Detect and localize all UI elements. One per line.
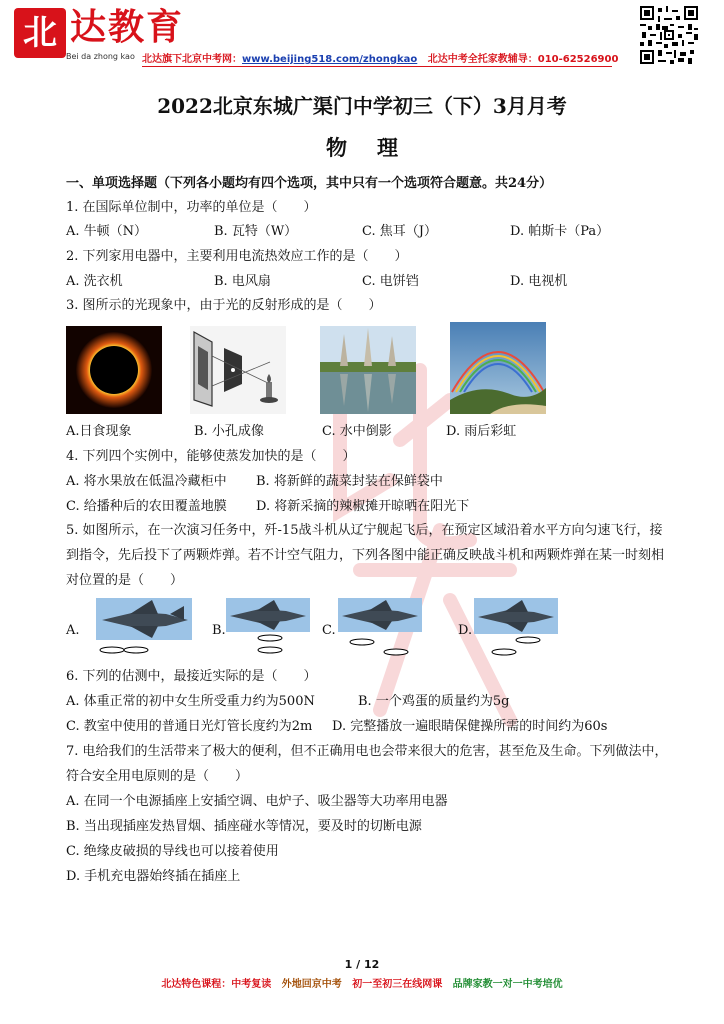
q4-stem: 4. 下列四个实例中，能够使蒸发加快的是（ ） [66,449,356,464]
exam-title: 2022北京东城广渠门中学初三（下）3月月考 [157,94,567,118]
q5-option-d: D. [458,623,473,638]
logo-text: 达教育 [70,7,185,48]
header-info [142,50,618,65]
q7-option-d: D. 手机充电器始终插在插座上 [66,869,241,884]
q5-option-a: A. [66,623,80,638]
solar-eclipse-image [66,326,162,414]
q4-option-b: B. 将新鲜的蔬菜封装在保鲜袋中 [256,474,443,489]
exam-subject: 物理 [326,135,428,160]
logo-mark: 北 [14,8,66,58]
q3-option-c: C. 水中倒影 [322,424,392,439]
q5-figure-d [474,598,558,658]
q1-option-c: C. 焦耳（J） [362,224,437,239]
q6-option-d: D. 完整播放一遍眼睛保健操所需的时间约为60s [332,719,608,734]
footer-ad-2: 外地回京中考 [281,979,342,990]
header-hotline: 北达中考全托家教辅导：010-62526900 [427,54,619,65]
q3-option-b: B. 小孔成像 [194,424,264,439]
q7-stem-line2: 符合安全用电原则的是（ ） [66,769,249,784]
q6-option-b: B. 一个鸡蛋的质量约为5g [358,694,510,709]
q2-option-c: C. 电饼铛 [362,274,419,289]
q6-option-c: C. 教室中使用的普通日光灯管长度约为2m [66,719,313,734]
q2-option-b: B. 电风扇 [214,274,271,289]
section-heading: 一、单项选择题（下列各小题均有四个选项，其中只有一个选项符合题意。共24分） [66,176,553,191]
footer-ads [0,975,724,990]
rainbow-image [450,322,546,414]
q5-stem-line3: 对位置的是（ ） [66,573,184,588]
q6-option-a: A. 体重正常的初中女生所受重力约为500N [66,694,315,709]
q3-option-a: A.日食现象 [66,424,132,439]
q3-option-d: D. 雨后彩虹 [446,424,517,439]
q5-stem-line2: 到指令，先后投下了两颗炸弹。若不计空气阻力，下列各图中能正确反映战斗机和两颗炸弹在某一时刻相 [66,548,665,563]
q4-option-d: D. 将新采摘的辣椒摊开晾晒在阳光下 [256,499,470,514]
header-divider [142,66,612,67]
q4-option-c: C. 给播种后的农田覆盖地膜 [66,499,227,514]
q7-option-b: B. 当出现插座发热冒烟、插座碰水等情况，要及时的切断电源 [66,819,422,834]
q3-stem: 3. 图所示的光现象中，由于光的反射形成的是（ ） [66,298,382,313]
q7-option-a: A. 在同一个电源插座上安插空调、电炉子、吸尘器等大功率用电器 [66,794,448,809]
footer-ad-3: 初一至初三在线网课 [352,979,443,990]
q2-option-a: A. 洗衣机 [66,274,123,289]
header-url-link[interactable]: www.beijing518.com/zhongkao [242,54,418,65]
page-number: 1 / 12 [344,958,380,971]
q5-figure-a [96,598,192,658]
q7-option-c: C. 绝缘皮破损的导线也可以接着使用 [66,844,279,859]
water-reflection-image [320,326,416,414]
header-prefix: 北达旗下北京中考网： [142,54,242,65]
footer-ad-1: 北达特色课程：中考复读 [161,979,272,990]
q5-option-c: C. [322,623,336,638]
q1-option-a: A. 牛顿（N） [66,224,148,239]
q1-stem: 1. 在国际单位制中，功率的单位是（ ） [66,200,317,215]
q1-option-b: B. 瓦特（W） [214,224,298,239]
q5-option-b: B. [212,623,226,638]
q1-option-d: D. 帕斯卡（Pa） [510,224,610,239]
q5-figure-b [226,598,310,658]
q5-stem-line1: 5. 如图所示，在一次演习任务中，歼-15战斗机从辽宁舰起飞后，在预定区域沿着水平方向匀速飞行，接 [66,523,663,538]
qr-code-icon [640,6,698,64]
q6-stem: 6. 下列的估测中，最接近实际的是（ ） [66,669,317,684]
footer-ad-4: 品牌家教一对一中考培优 [452,979,563,990]
q7-stem-line1: 7. 电给我们的生活带来了极大的便利，但不正确用电也会带来很大的危害，甚至危及生命。下列做法中， [66,744,668,759]
q2-stem: 2. 下列家用电器中，主要利用电流热效应工作的是（ ） [66,249,408,264]
q2-option-d: D. 电视机 [510,274,568,289]
logo-pinyin: Bei da zhong kao [66,52,135,61]
q5-figure-c [338,598,422,658]
q4-option-a: A. 将水果放在低温冷藏柜中 [66,474,227,489]
pinhole-imaging-image [190,326,286,414]
